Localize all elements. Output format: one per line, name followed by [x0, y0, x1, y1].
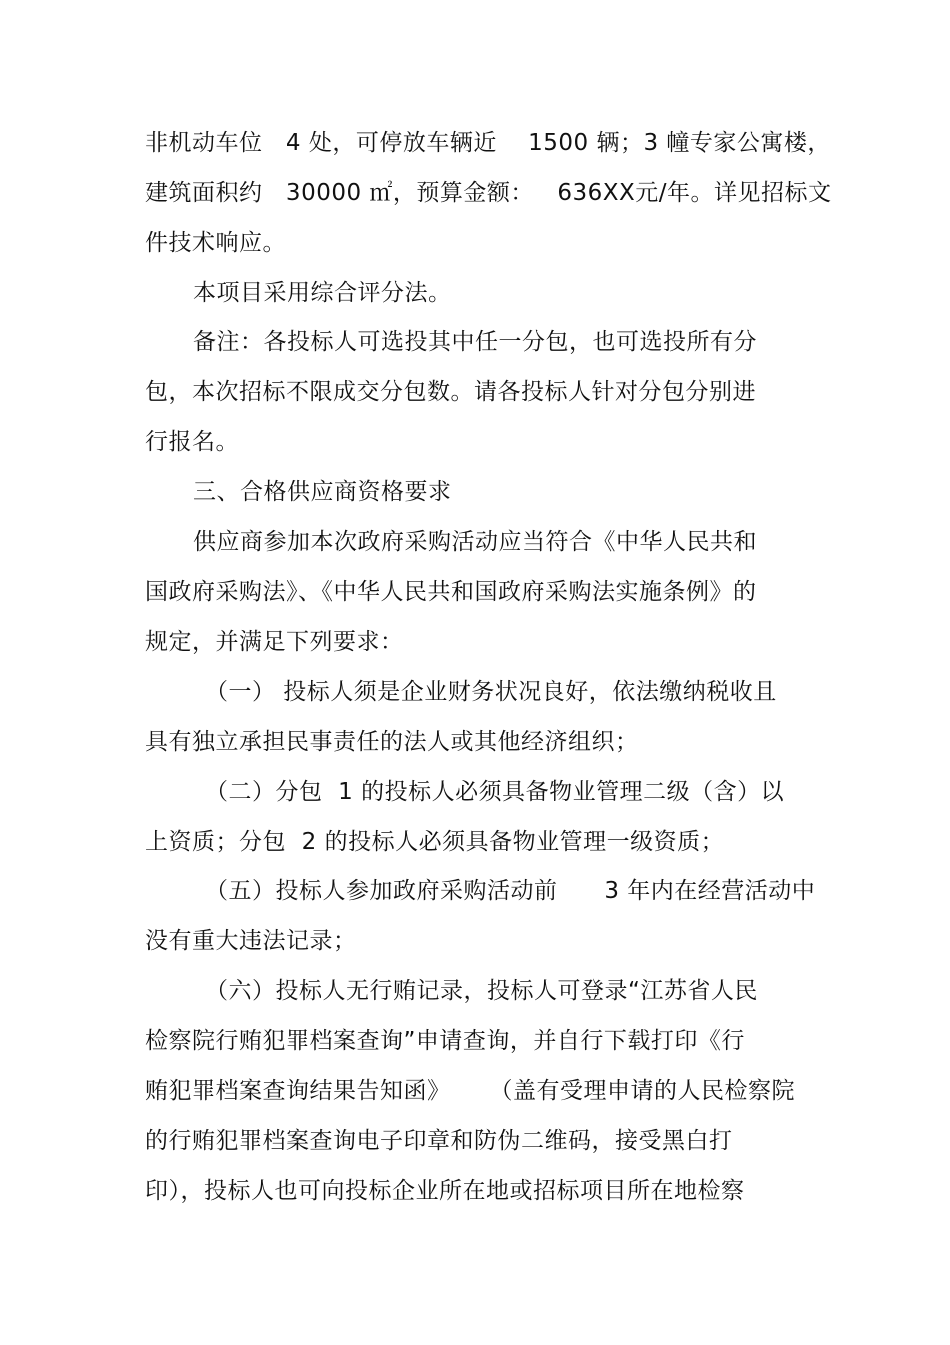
text-line: 上资质；分包 2 的投标人必须具备物业管理一级资质； [145, 829, 725, 855]
text-line: 供应商参加本次政府采购活动应当符合《中华人民共和 [193, 529, 757, 555]
text-line: 件技术响应。 [145, 230, 286, 256]
text-line: （五）投标人参加政府采购活动前 3 年内在经营活动中 [205, 878, 816, 904]
text-line: （一） 投标人须是企业财务状况良好，依法缴纳税收且 [205, 679, 777, 705]
text-line: 行报名。 [145, 429, 239, 455]
text-line: 印），投标人也可向投标企业所在地或招标项目所在地检察 [145, 1178, 745, 1204]
text-line: 检察院行贿犯罪档案查询”申请查询，并自行下载打印《行 [145, 1028, 745, 1054]
text-line: 非机动车位 4 处，可停放车辆近 1500 辆；3 幢专家公寓楼， [145, 130, 831, 156]
text-line: 国政府采购法》、《中华人民共和国政府采购法实施条例》的 [145, 579, 757, 605]
text-line: 具有独立承担民事责任的法人或其他经济组织； [145, 729, 639, 755]
text-line: 备注：各投标人可选投其中任一分包，也可选投所有分 [193, 329, 757, 355]
text-line: 没有重大违法记录； [145, 928, 357, 954]
text-line: 本项目采用综合评分法。 [193, 280, 452, 306]
text-line: 贿犯罪档案查询结果告知函》 （盖有受理申请的人民检察院 [145, 1078, 796, 1104]
section-heading: 三、合格供应商资格要求 [193, 479, 452, 505]
text-line: 建筑面积约 30000 ㎡，预算金额： 636XX元/年。详见招标文 [145, 180, 832, 206]
text-line: （二）分包 1 的投标人必须具备物业管理二级（含）以 [205, 779, 785, 805]
text-line: 包，本次招标不限成交分包数。请各投标人针对分包分别进 [145, 379, 756, 405]
text-line: （六）投标人无行贿记录，投标人可登录“江苏省人民 [205, 978, 758, 1004]
text-line: 的行贿犯罪档案查询电子印章和防伪二维码，接受黑白打 [145, 1128, 733, 1154]
text-line: 规定，并满足下列要求： [145, 629, 404, 655]
